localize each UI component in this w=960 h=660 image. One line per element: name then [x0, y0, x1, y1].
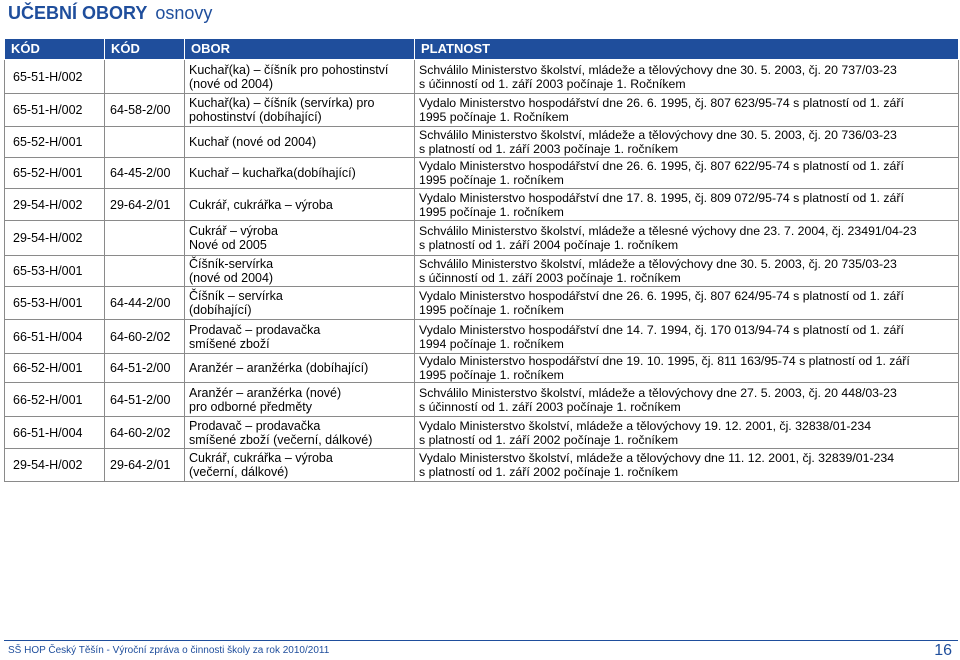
cell-kod2-line: 64-51-2/00	[110, 361, 171, 375]
cell-kod1	[5, 221, 105, 256]
cell-platnost	[415, 189, 959, 221]
cell-obor-line: Kuchař(ka) – číšník (servírka) pro	[189, 96, 375, 110]
cell-platnost-line: Schválilo Ministerstvo školství, mládeže a tělovýchovy dne 30. 5. 2003, čj. 20 735/03-23	[419, 257, 897, 271]
table-row	[5, 158, 959, 189]
table-row	[5, 127, 959, 158]
cell-platnost-line: s účinností od 1. září 2003 počínaje 1. ročníkem	[419, 271, 681, 285]
cell-kod1-line: 65-53-H/001	[13, 296, 83, 310]
cell-platnost-line: s platností od 1. září 2004 počínaje 1. ročníkem	[419, 238, 679, 252]
cell-kod1-line: 66-51-H/004	[13, 329, 83, 344]
cell-kod2	[105, 158, 185, 189]
cell-platnost-line: s platností od 1. září 2002 počínaje 1. ročníkem	[419, 465, 679, 479]
cell-kod2	[105, 320, 185, 354]
cell-obor-line: Číšník – servírka	[189, 289, 283, 303]
cell-obor	[185, 383, 415, 417]
cell-platnost	[415, 60, 959, 94]
cell-kod2-line: 29-64-2/01	[110, 458, 171, 472]
cell-platnost-line: Vydalo Ministerstvo hospodářství dne 26. 6. 1995, čj. 807 624/95-74 s platností od 1. září	[419, 289, 904, 303]
cell-kod1	[5, 354, 105, 383]
cell-kod2-line: 64-44-2/00	[110, 296, 171, 310]
cell-obor	[185, 158, 415, 189]
cell-obor	[185, 287, 415, 320]
cell-kod1-line: 66-51-H/004	[13, 425, 83, 440]
cell-platnost-line: Vydalo Ministerstvo hospodářství dne 14. 7. 1994, čj. 170 013/94-74 s platností od 1. září	[419, 322, 904, 337]
cell-kod1-line: 29-54-H/002	[13, 231, 83, 245]
cell-kod2-line: 64-45-2/00	[110, 166, 171, 180]
table-row	[5, 320, 959, 354]
table-row	[5, 383, 959, 417]
cell-kod1	[5, 94, 105, 127]
cell-kod2	[105, 60, 185, 94]
cell-platnost	[415, 383, 959, 417]
cell-platnost-line: Schválilo Ministerstvo školství, mládeže a tělovýchovy dne 30. 5. 2003, čj. 20 736/03-23	[419, 128, 897, 142]
cell-obor-line: (večerní, dálkové)	[189, 465, 289, 479]
cell-platnost-line: 1995 počínaje 1. ročníkem	[419, 173, 564, 187]
cell-obor	[185, 256, 415, 287]
cell-platnost-line: Vydalo Ministerstvo hospodářství dne 17. 8. 1995, čj. 809 072/95-74 s platností od 1. září	[419, 190, 904, 205]
page-title	[8, 3, 212, 24]
cell-obor-line: (dobíhající)	[189, 303, 252, 317]
cell-platnost-line: 1995 počínaje 1. ročníkem	[419, 303, 564, 317]
cell-platnost-line: s účinností od 1. září 2003 počínaje 1. ročníkem	[419, 399, 681, 414]
cell-kod2	[105, 383, 185, 417]
table-row	[5, 221, 959, 256]
cell-kod2	[105, 287, 185, 320]
cell-kod2	[105, 94, 185, 127]
cell-platnost	[415, 287, 959, 320]
cell-kod1	[5, 158, 105, 189]
cell-obor-line: Prodavač – prodavačka	[189, 322, 321, 337]
cell-kod1	[5, 383, 105, 417]
cell-platnost-line: 1995 počínaje 1. Ročníkem	[419, 110, 569, 124]
cell-platnost-line: Schválilo Ministerstvo školství, mládeže a tělovýchovy dne 30. 5. 2003, čj. 20 737/03-23	[419, 62, 897, 77]
cell-obor-line: Kuchař – kuchařka(dobíhající)	[189, 166, 356, 180]
cell-platnost-line: s platností od 1. září 2002 počínaje 1. ročníkem	[419, 432, 679, 447]
cell-obor-line: Aranžér – aranžérka (dobíhající)	[189, 361, 369, 375]
cell-obor	[185, 320, 415, 354]
cell-obor-line: Nové od 2005	[189, 238, 267, 252]
cell-kod1	[5, 60, 105, 94]
cell-kod1	[5, 127, 105, 158]
cell-platnost-line: Vydalo Ministerstvo školství, mládeže a tělovýchovy dne 11. 12. 2001, čj. 32839/01-234	[419, 451, 895, 465]
cell-obor-line: (nové od 2004)	[189, 271, 274, 285]
cell-kod2-line: 64-58-2/00	[110, 103, 171, 117]
footer-divider	[4, 640, 958, 641]
cell-kod1-line: 29-54-H/002	[13, 197, 83, 212]
cell-kod2	[105, 449, 185, 482]
cell-platnost	[415, 158, 959, 189]
cell-platnost	[415, 354, 959, 383]
cell-obor-line: Prodavač – prodavačka	[189, 418, 321, 433]
cell-obor-line: pro odborné předměty	[189, 399, 312, 414]
header-obor: OBOR	[185, 39, 415, 60]
cell-kod1	[5, 256, 105, 287]
cell-kod1-line: 65-52-H/001	[13, 166, 83, 180]
cell-platnost-line: 1995 počínaje 1. ročníkem	[419, 204, 564, 219]
cell-obor	[185, 60, 415, 94]
cell-kod2	[105, 189, 185, 221]
cell-platnost-line: Vydalo Ministerstvo hospodářství dne 19. 10. 1995, čj. 811 163/95-74 s platností od 1. září	[419, 354, 910, 368]
cell-kod1	[5, 189, 105, 221]
cell-platnost-line: Vydalo Ministerstvo školství, mládeže a tělovýchovy 19. 12. 2001, čj. 32838/01-234	[419, 418, 872, 433]
cell-platnost	[415, 94, 959, 127]
cell-kod2	[105, 256, 185, 287]
cell-platnost-line: s účinností od 1. září 2003 počínaje 1. Ročníkem	[419, 76, 686, 91]
cell-kod1-line: 65-51-H/002	[13, 69, 83, 84]
header-kod-1: KÓD	[5, 39, 105, 60]
cell-obor	[185, 449, 415, 482]
cell-kod2	[105, 127, 185, 158]
cell-obor-line: Kuchař(ka) – číšník pro pohostinství	[189, 62, 389, 77]
table-row	[5, 417, 959, 449]
cell-kod1-line: 65-53-H/001	[13, 264, 83, 278]
table-row	[5, 189, 959, 221]
cell-kod1-line: 65-52-H/001	[13, 135, 83, 149]
cell-kod1-line: 66-52-H/001	[13, 361, 83, 375]
title-text: UČEBNÍ OBORY	[8, 3, 148, 23]
cell-kod1-line: 65-51-H/002	[13, 103, 83, 117]
table-row	[5, 256, 959, 287]
cell-platnost-line: Schválilo Ministerstvo školství, mládeže a tělovýchovy dne 27. 5. 2003, čj. 20 448/03-23	[419, 385, 897, 400]
table-row	[5, 94, 959, 127]
cell-kod2-line: 64-60-2/02	[110, 329, 171, 344]
cell-platnost	[415, 221, 959, 256]
cell-platnost	[415, 127, 959, 158]
table-header-row	[5, 39, 959, 60]
cell-obor-line: Cukrář, cukrářka – výroba	[189, 197, 333, 212]
cell-platnost-line: 1995 počínaje 1. ročníkem	[419, 368, 564, 382]
cell-platnost	[415, 417, 959, 449]
cell-kod1-line: 66-52-H/001	[13, 392, 83, 407]
cell-platnost-line: s platností od 1. září 2003 počínaje 1. ročníkem	[419, 142, 679, 156]
cell-obor	[185, 189, 415, 221]
cell-obor-line: Cukrář – výroba	[189, 224, 278, 238]
cell-obor	[185, 221, 415, 256]
table-body	[5, 60, 959, 482]
cell-platnost-line: Vydalo Ministerstvo hospodářství dne 26. 6. 1995, čj. 807 622/95-74 s platností od 1. září	[419, 159, 904, 173]
cell-obor-line: Kuchař (nové od 2004)	[189, 135, 317, 149]
cell-obor	[185, 417, 415, 449]
table-row	[5, 60, 959, 94]
cell-kod2	[105, 354, 185, 383]
cell-obor	[185, 127, 415, 158]
cell-kod2	[105, 221, 185, 256]
cell-obor-line: Aranžér – aranžérka (nové)	[189, 385, 342, 400]
cell-obor	[185, 94, 415, 127]
cell-platnost	[415, 256, 959, 287]
cell-platnost-line: Schválilo Ministerstvo školství, mládeže a tělesné výchovy dne 23. 7. 2004, čj. 23491/04-23	[419, 224, 917, 238]
cell-kod2-line: 64-60-2/02	[110, 425, 171, 440]
cell-obor-line: smíšené zboží	[189, 336, 270, 351]
table-row	[5, 354, 959, 383]
cell-platnost-line: 1994 počínaje 1. ročníkem	[419, 336, 564, 351]
cell-obor-line: pohostinství (dobíhající)	[189, 110, 322, 124]
header-platnost: PLATNOST	[415, 39, 959, 60]
cell-platnost-line: Vydalo Ministerstvo hospodářství dne 26. 6. 1995, čj. 807 623/95-74 s platností od 1. září	[419, 96, 904, 110]
cell-obor-line: Cukrář, cukrářka – výroba	[189, 451, 333, 465]
table-row	[5, 287, 959, 320]
cell-kod2-line: 29-64-2/01	[110, 197, 171, 212]
cell-platnost	[415, 320, 959, 354]
cell-obor-line: (nové od 2004)	[189, 76, 274, 91]
subtitle-text: osnovy	[155, 3, 213, 23]
page-number: 16	[934, 642, 952, 659]
cell-kod1	[5, 287, 105, 320]
cell-kod1	[5, 320, 105, 354]
cell-platnost	[415, 449, 959, 482]
curriculum-table	[4, 38, 959, 482]
table-row	[5, 449, 959, 482]
cell-kod1	[5, 449, 105, 482]
cell-obor	[185, 354, 415, 383]
cell-kod1-line: 29-54-H/002	[13, 458, 83, 472]
cell-kod1	[5, 417, 105, 449]
cell-kod2	[105, 417, 185, 449]
cell-obor-line: smíšené zboží (večerní, dálkové)	[189, 432, 373, 447]
footer-text: SŠ HOP Český Těšín - Výroční zpráva o činnosti školy za rok 2010/2011	[8, 645, 330, 656]
header-kod-2: KÓD	[105, 39, 185, 60]
cell-kod2-line: 64-51-2/00	[110, 392, 171, 407]
cell-obor-line: Číšník-servírka	[189, 257, 274, 271]
